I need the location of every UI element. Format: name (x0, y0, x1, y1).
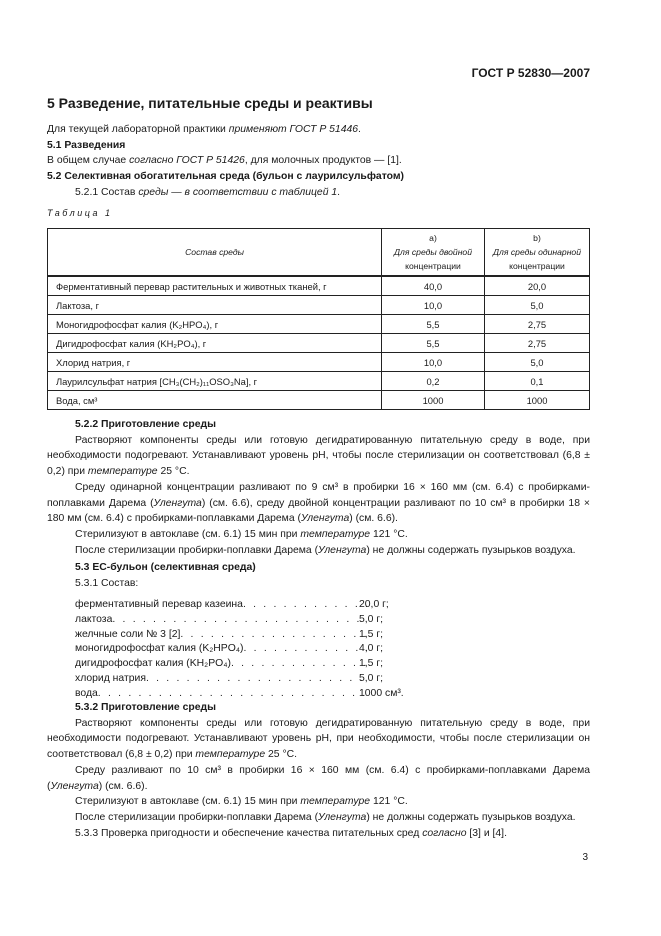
header-double: a) Для среды двойной концентрации (382, 229, 485, 277)
table-row (48, 353, 590, 372)
table-row (48, 372, 590, 391)
table-caption: Таблица 1 (47, 208, 113, 218)
subsection-5-2-title: 5.2 Селективная обогатительная среда (бульон с лаурилсульфатом) (47, 171, 404, 183)
cell-single: 0,1 (485, 372, 590, 391)
cell-single: 1000 (485, 391, 590, 410)
list-item (75, 657, 384, 672)
cell-single: 5,0 (485, 296, 590, 315)
document-code: ГОСТ Р 52830—2007 (471, 66, 590, 80)
item-value: 1,5 г; (359, 658, 384, 670)
subsection-5-3-title: 5.3 ЕС-бульон (селективная среда) (75, 562, 256, 573)
item-label: желчные соли № 3 [2] (75, 628, 181, 640)
composition-table (47, 228, 590, 410)
subsection-5-3-2-title: 5.3.2 Приготовление среды (75, 702, 216, 713)
table-row (48, 391, 590, 410)
paragraph: После стерилизации пробирки-поплавки Дарема (Уленгута) не должны содержать пузырьков воздуха. (75, 544, 576, 556)
cell-double: 10,0 (382, 296, 485, 315)
cell-composition: Лактоза, г (48, 296, 382, 315)
subsection-5-3-1: 5.3.1 Состав: (75, 577, 139, 589)
dot-leader (243, 598, 367, 613)
ingredient-list (75, 598, 404, 702)
item-label: дигидрофосфат калия (KH₂PO₄) (75, 658, 231, 670)
cell-composition: Ферментативный перевар растительных и животных тканей, г (48, 276, 382, 296)
cell-single: 20,0 (485, 276, 590, 296)
subsection-5-1-text: В общем случае согласно ГОСТ Р 51426, для молочных продуктов — [1]. (47, 155, 402, 167)
cell-double: 40,0 (382, 276, 485, 296)
paragraph: Среду разливают по 10 см³ в пробирки 16 × 160 мм (см. 6.4) с пробирками-поплавками Дарема (Уленгута) (см. 6.6). (47, 764, 590, 792)
item-label: вода (75, 687, 98, 699)
section-5-intro (47, 122, 590, 201)
cell-composition: Дигидрофосфат калия (KH₂PO₄), г (48, 334, 382, 353)
table-header-row (48, 229, 590, 277)
table-row (48, 315, 590, 334)
item-label: ферментативный перевар казеина (75, 599, 243, 610)
list-item (75, 642, 384, 657)
table-row (48, 334, 590, 353)
item-value: 20,0 г; (359, 599, 389, 610)
cell-single: 2,75 (485, 315, 590, 334)
dot-leader (146, 672, 367, 687)
header-composition: Состав среды (48, 229, 382, 277)
item-value: 1,5 г; (359, 628, 384, 640)
item-value: 5,0 г; (359, 613, 384, 625)
dot-leader (112, 613, 367, 628)
page-number: 3 (582, 852, 588, 863)
subsection-5-3-3: 5.3.3 Проверка пригодности и обеспечение качества питательных сред согласно [3] и [4]. (75, 827, 507, 839)
cell-double: 5,5 (382, 334, 485, 353)
list-item (75, 628, 384, 643)
cell-double: 5,5 (382, 315, 485, 334)
item-value: 1000 см³. (359, 687, 404, 699)
cell-single: 2,75 (485, 334, 590, 353)
item-label: моногидрофосфат калия (K₂HPO₄) (75, 643, 244, 655)
subsection-5-3 (47, 560, 590, 591)
cell-composition: Вода, см³ (48, 391, 382, 410)
dot-leader (231, 657, 367, 672)
cell-double: 1000 (382, 391, 485, 410)
list-item (75, 598, 389, 613)
cell-double: 10,0 (382, 353, 485, 372)
section-heading: 5 Разведение, питательные среды и реактивы (47, 95, 373, 111)
subsection-5-1-title: 5.1 Разведения (47, 139, 126, 151)
list-item (75, 672, 384, 687)
item-label: хлорид натрия (75, 672, 146, 684)
list-item (75, 613, 384, 628)
paragraph: Стерилизуют в автоклаве (см. 6.1) 15 мин при температуре 121 °С. (75, 796, 408, 808)
cell-composition: Лаурилсульфат натрия [CH₃(CH₂)₁₁OSO₃Na], г (48, 372, 382, 391)
dot-leader (180, 628, 367, 643)
subsection-5-2-2 (47, 417, 590, 558)
cell-single: 5,0 (485, 353, 590, 372)
subsection-5-2-2-title: 5.2.2 Приготовление среды (75, 419, 216, 430)
item-value: 4,0 г; (359, 643, 384, 655)
intro-text: Для текущей лабораторной практики применяют ГОСТ Р 51446. (47, 124, 361, 135)
paragraph: После стерилизации пробирки-поплавки Дарема (Уленгута) не должны содержать пузырьков воздуха. (75, 811, 576, 823)
subsection-5-2-1: 5.2.1 Состав среды — в соответствии с таблицей 1. (75, 186, 341, 198)
paragraph: Стерилизуют в автоклаве (см. 6.1) 15 мин при температуре 121 °С. (75, 528, 408, 540)
table-row (48, 296, 590, 315)
item-value: 5,0 г; (359, 672, 384, 684)
cell-composition: Моногидрофосфат калия (K₂HPO₄), г (48, 315, 382, 334)
cell-composition: Хлорид натрия, г (48, 353, 382, 372)
dot-leader (244, 642, 368, 657)
table-row (48, 276, 590, 296)
paragraph: Растворяют компоненты среды или готовую дегидратированную питательную среду в воде, при необходимости подогревают. Устанавливают уровень pH, чтобы после стерилизации он соответствовал (6,8 ± 0,2) при температуре 25 °С. (47, 434, 590, 478)
cell-double: 0,2 (382, 372, 485, 391)
item-label: лактоза (75, 613, 113, 625)
subsection-5-3-2 (47, 700, 590, 841)
header-single: b) Для среды одинарной концентрации (485, 229, 590, 277)
paragraph: Среду одинарной концентрации разливают по 9 см³ в пробирки 16 × 160 мм (см. 6.4) с пробирками-поплавками Дарема (Уленгута) (см. 6.6), среду двойной концентрации разливают по 10 см³ в пробирки 18 × 180 мм (см. 6.4) с пробирками-поплавками Дарема (Уленгута) (см. 6.6). (47, 481, 590, 525)
paragraph: Растворяют компоненты среды или готовую дегидратированную питательную среду в воде, при необходимости подогревают. Устанавливают уровень pH, при необходимости, чтобы после стерилизации он соответствовал (6,8 ± 0,2) при температуре 25 °С. (47, 717, 590, 761)
